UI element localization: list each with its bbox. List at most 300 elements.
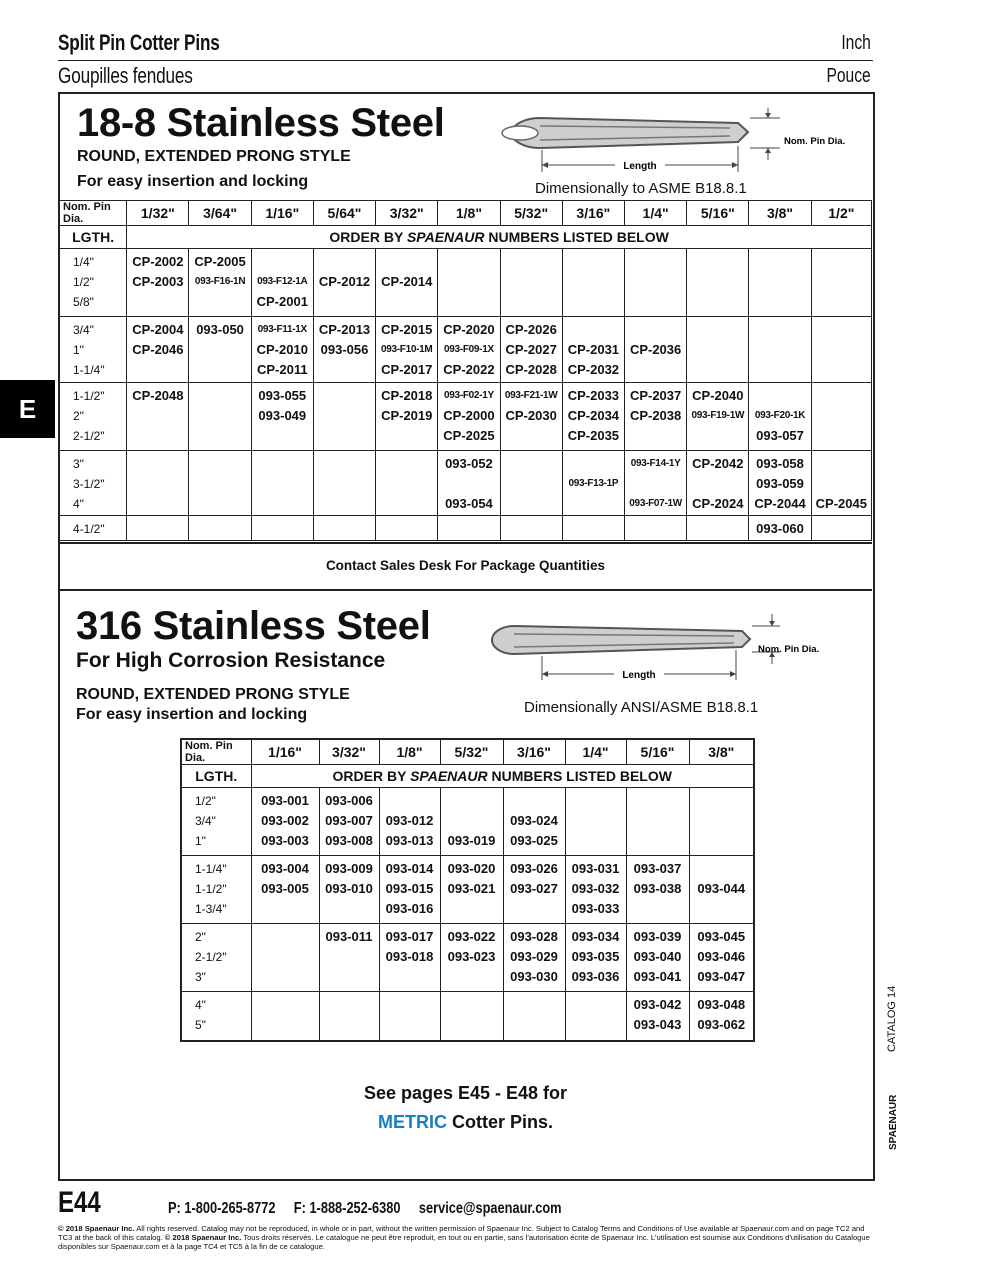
part-number: 093-F21-1W [504,390,558,401]
part-number [687,474,748,494]
part-number [252,899,319,919]
dia-header: 3/16" [562,201,624,226]
part-number [127,426,188,446]
table-316 [180,738,755,1042]
metric-note [59,1112,872,1133]
part-cell [562,249,624,317]
table-18-8 [59,200,872,541]
part-number: CP-2045 [815,496,867,511]
part-cell [189,451,251,516]
part-number [687,519,748,539]
part-cell [127,317,189,383]
part-number: CP-2046 [132,342,184,357]
part-cell [565,788,626,856]
part-number: 093-019 [447,833,496,848]
order-post: NUMBERS LISTED BELOW [487,768,672,784]
part-cell [624,249,686,317]
part-number: 093-022 [447,929,496,944]
part-cell [626,788,689,856]
length-value: 3" [195,970,206,984]
part-number: CP-2013 [318,322,371,337]
part-number: 093-F02-1Y [444,390,494,401]
length-cell [60,451,127,516]
part-cell [500,249,562,317]
part-number [690,899,754,919]
part-number [749,386,810,406]
part-number [501,494,562,514]
length-value: 4" [73,497,84,511]
part-number [627,791,689,811]
length-cell [181,992,251,1041]
section1-desc: For easy insertion and locking [77,173,309,190]
part-number: 093-062 [697,1017,746,1032]
part-number: 093-027 [510,881,558,896]
part-number: 093-036 [571,969,620,984]
part-number: CP-2005 [194,254,246,269]
part-number [812,252,871,272]
part-number [189,340,250,360]
section1-standard: Dimensionally to ASME B18.8.1 [535,180,747,197]
part-number: CP-2044 [754,496,806,511]
part-number [376,494,437,514]
part-number [687,320,748,340]
part-number: CP-2036 [629,342,682,357]
length-cell [181,924,251,992]
part-number [812,474,871,494]
part-cell [127,516,189,541]
part-number: 093-025 [510,833,558,848]
part-number: 093-050 [196,322,244,337]
part-cell [687,317,749,383]
part-number: 093-038 [633,881,682,896]
part-cell [749,516,811,541]
part-number [690,811,754,831]
dia-header: 5/16" [626,739,689,765]
part-cell [313,451,375,516]
length-value: 5" [195,1018,206,1032]
length-value: 3/4" [73,323,94,337]
part-number: CP-2031 [567,342,620,357]
part-number: 093-021 [447,881,496,896]
part-number [749,272,810,292]
part-number: CP-2042 [692,456,744,471]
part-cell [127,383,189,451]
part-number [812,386,871,406]
part-cell [376,451,438,516]
dia-header: 3/8" [689,739,754,765]
phone-label: P: [168,1200,181,1217]
length-value: 4" [195,998,206,1012]
section2-standard: Dimensionally ANSI/ASME B18.8.1 [524,699,759,716]
part-number: CP-2025 [443,428,495,443]
length-value: 2" [195,930,206,944]
part-number: 093-043 [633,1017,682,1032]
legal-en-copyright: © 2018 Spaenaur Inc. [58,1224,135,1233]
part-number: CP-2037 [629,388,682,403]
part-number [812,340,871,360]
part-number [441,899,503,919]
part-number: 093-042 [633,997,682,1012]
part-number [438,252,499,272]
part-cell [565,856,626,924]
part-number [314,252,375,272]
part-number [504,791,565,811]
part-number [687,426,748,446]
order-note [251,765,754,788]
dia-header: 3/32" [319,739,379,765]
part-number [625,426,686,446]
part-cell [379,992,440,1041]
part-cell [689,924,754,992]
part-number [320,1015,379,1035]
part-cell [438,383,500,451]
part-number [690,859,754,879]
length-value: 1" [195,834,206,848]
length-value: 1" [73,343,84,357]
legal-en: All rights reserved. Catalog may not be reproduced, in whole or in part, without the written permission of Spaenaur Inc. Subject to Catalog Terms and Conditions of Use available at Spaenaur.com and on page TC2 and TC3 at the back of this catalog. [58,1224,865,1242]
email-link[interactable]: service@spaenaur.com [418,1200,562,1217]
part-cell [319,924,379,992]
part-number [189,406,250,426]
part-number: 093-001 [261,793,309,808]
part-cell [379,856,440,924]
part-number [687,360,748,380]
part-number: 093-047 [697,969,746,984]
part-number: 093-046 [697,949,746,964]
catalog-vertical-label: CATALOG 14 [886,985,898,1052]
diagram1-dia-label: Nom. Pin Dia. [784,136,846,147]
part-number: CP-2032 [567,362,620,377]
header-unit-en: Inch [841,32,871,54]
part-number [501,272,562,292]
part-cell [689,856,754,924]
length-cell [60,383,127,451]
section2-desc: For easy insertion and locking [76,706,308,723]
part-number [376,426,437,446]
part-number [687,252,748,272]
part-cell [440,788,503,856]
part-number: CP-2033 [567,388,620,403]
part-number [127,360,188,380]
length-cell [181,788,251,856]
part-number: 093-F12-1A [257,276,308,287]
part-number [441,995,503,1015]
part-number: CP-2019 [381,408,433,423]
part-number: 093-056 [320,342,369,357]
part-number: 093-004 [261,861,309,876]
part-number: 093-028 [510,929,558,944]
header-title-en: Split Pin Cotter Pins [58,30,220,55]
part-number: 093-012 [385,813,434,828]
part-number [690,791,754,811]
dia-header: 5/64" [313,201,375,226]
part-number [812,406,871,426]
part-cell [127,451,189,516]
length-cell [60,516,127,541]
part-number [376,454,437,474]
diagram2-dia-label: Nom. Pin Dia. [758,644,820,655]
part-number: 093-032 [571,881,620,896]
part-number [566,811,626,831]
dia-header: 1/8" [379,739,440,765]
part-number: 093-F20-1K [754,410,806,421]
part-number [501,454,562,474]
part-number: 093-F14-1Y [630,458,681,469]
part-cell [687,451,749,516]
part-number [189,519,250,539]
part-number [627,831,689,851]
part-cell [811,249,871,317]
header-title-fr: Goupilles fendues [58,63,193,88]
part-number [563,272,624,292]
part-cell [565,924,626,992]
order-note [127,226,872,249]
part-number [314,406,375,426]
part-number [189,494,250,514]
part-number: 093-015 [385,881,434,896]
part-number: 093-052 [445,456,493,471]
part-number: 093-F11-1X [257,324,307,335]
part-cell [811,516,871,541]
part-number [252,947,319,967]
length-value: 3/4" [195,814,216,828]
part-cell [251,788,319,856]
metric-word: METRIC [377,1112,447,1132]
part-number: 093-018 [385,949,434,964]
part-cell [687,249,749,317]
dia-header: 1/8" [438,201,500,226]
part-cell [687,516,749,541]
part-number [687,272,748,292]
part-number [566,831,626,851]
length-value: 1-1/4" [73,363,105,377]
part-number [252,252,313,272]
length-value: 1-1/2" [73,389,105,403]
part-number [127,292,188,312]
part-cell [562,516,624,541]
part-number [563,320,624,340]
cotter-pin-diagram-1 [480,108,846,180]
part-cell [562,317,624,383]
part-number: 093-033 [571,901,620,916]
part-number [812,292,871,312]
part-number: 093-044 [697,881,746,896]
part-number: 093-005 [261,881,309,896]
part-cell [313,317,375,383]
section-tab: E [0,380,55,438]
part-cell [749,249,811,317]
part-cell [251,317,313,383]
part-cell [503,856,565,924]
part-number [501,474,562,494]
part-number: CP-2026 [505,322,557,337]
section2-subtitle: For High Corrosion Resistance [76,649,386,672]
part-cell [251,924,319,992]
part-number: CP-2018 [381,388,433,403]
part-number: CP-2038 [629,408,682,423]
length-value: 1-1/2" [195,882,227,896]
part-number [320,967,379,987]
part-cell [500,383,562,451]
part-number: 093-057 [756,428,804,443]
part-number [501,426,562,446]
part-cell [811,317,871,383]
part-number [625,252,686,272]
part-cell [689,788,754,856]
part-number [566,1015,626,1035]
length-value: 2-1/2" [73,429,105,443]
header-unit-fr: Pouce [826,65,871,87]
order-brand: SPAENAUR [410,768,488,784]
part-number [314,519,375,539]
part-number: 093-055 [258,388,307,403]
part-number: CP-2040 [692,388,744,403]
part-number [252,474,313,494]
part-number: 093-024 [510,813,558,828]
part-cell [319,788,379,856]
part-cell [189,249,251,317]
part-number: 093-035 [571,949,620,964]
part-number [563,519,624,539]
dia-header: 1/2" [811,201,871,226]
part-number [189,474,250,494]
dia-header: 1/4" [624,201,686,226]
part-cell [689,992,754,1041]
part-number [749,292,810,312]
part-cell [251,992,319,1041]
part-number: 093-F10-1M [380,344,433,355]
part-cell [376,249,438,317]
part-number: 093-054 [445,496,493,511]
part-number [252,1015,319,1035]
part-number [127,519,188,539]
part-number [376,474,437,494]
part-number [441,1015,503,1035]
part-number [127,494,188,514]
part-number [252,995,319,1015]
part-number [812,320,871,340]
part-cell [624,451,686,516]
part-cell [624,383,686,451]
part-cell [189,516,251,541]
dia-header: 3/64" [189,201,251,226]
part-number [252,454,313,474]
part-cell [251,451,313,516]
part-number [320,995,379,1015]
dia-header: 1/4" [565,739,626,765]
part-number [441,791,503,811]
part-number: CP-2017 [381,362,433,377]
part-cell [749,317,811,383]
part-number: CP-2015 [381,322,433,337]
cotter-pin-diagram-2 [484,614,824,686]
part-number: CP-2011 [256,362,308,377]
part-number [380,791,440,811]
part-cell [500,317,562,383]
part-number: 093-011 [325,929,373,944]
part-number: 093-060 [756,521,804,536]
part-number [252,426,313,446]
dia-header: 1/32" [127,201,189,226]
part-number [504,1015,565,1035]
lgth-label: LGTH. [181,765,251,788]
part-cell [749,451,811,516]
part-number: 093-013 [385,833,434,848]
part-number: CP-2000 [443,408,495,423]
part-number: 093-059 [756,476,804,491]
part-number: CP-2003 [132,274,184,289]
part-number [441,967,503,987]
part-number: CP-2002 [132,254,184,269]
part-number: CP-2001 [256,294,308,309]
part-number [563,454,624,474]
section-divider [59,589,872,591]
diagram2-length-label: Length [622,670,656,681]
part-number [376,292,437,312]
diagram1-length-label: Length [623,161,657,172]
see-pages-note: See pages E45 - E48 for [363,1083,568,1103]
part-cell [251,249,313,317]
part-cell [313,383,375,451]
part-number: CP-2027 [505,342,557,357]
part-cell [503,788,565,856]
length-value: 1/4" [73,255,94,269]
part-number [690,831,754,851]
part-number [252,967,319,987]
part-number: CP-2014 [381,274,433,289]
part-number [687,340,748,360]
part-cell [379,924,440,992]
part-number [504,899,565,919]
part-number: 093-040 [633,949,682,964]
part-number: 093-003 [261,833,309,848]
part-number [189,386,250,406]
part-number: CP-2010 [256,342,308,357]
part-number [687,292,748,312]
length-value: 1-3/4" [195,902,227,916]
part-number: 093-031 [571,861,620,876]
fax-label: F: [293,1200,306,1217]
length-cell [60,249,127,317]
part-number: CP-2004 [132,322,184,337]
part-cell [438,451,500,516]
part-number [812,519,871,539]
order-pre: ORDER BY [329,229,407,245]
part-number: 093-F16-1N [194,276,246,287]
part-number [566,791,626,811]
part-cell [562,451,624,516]
part-number: 093-016 [385,901,434,916]
part-number: 093-002 [261,813,309,828]
part-number: 093-017 [385,929,434,944]
part-number [625,360,686,380]
part-cell [379,788,440,856]
part-cell [749,383,811,451]
part-number: CP-2022 [443,362,495,377]
dia-header: 5/32" [440,739,503,765]
part-cell [438,249,500,317]
part-number: 093-009 [325,861,373,876]
part-cell [251,516,313,541]
part-cell [376,516,438,541]
part-number: 093-F09-1X [444,344,494,355]
length-cell [60,317,127,383]
part-number [252,494,313,514]
part-cell [624,317,686,383]
part-cell [626,992,689,1041]
part-cell [503,992,565,1041]
part-number [812,360,871,380]
